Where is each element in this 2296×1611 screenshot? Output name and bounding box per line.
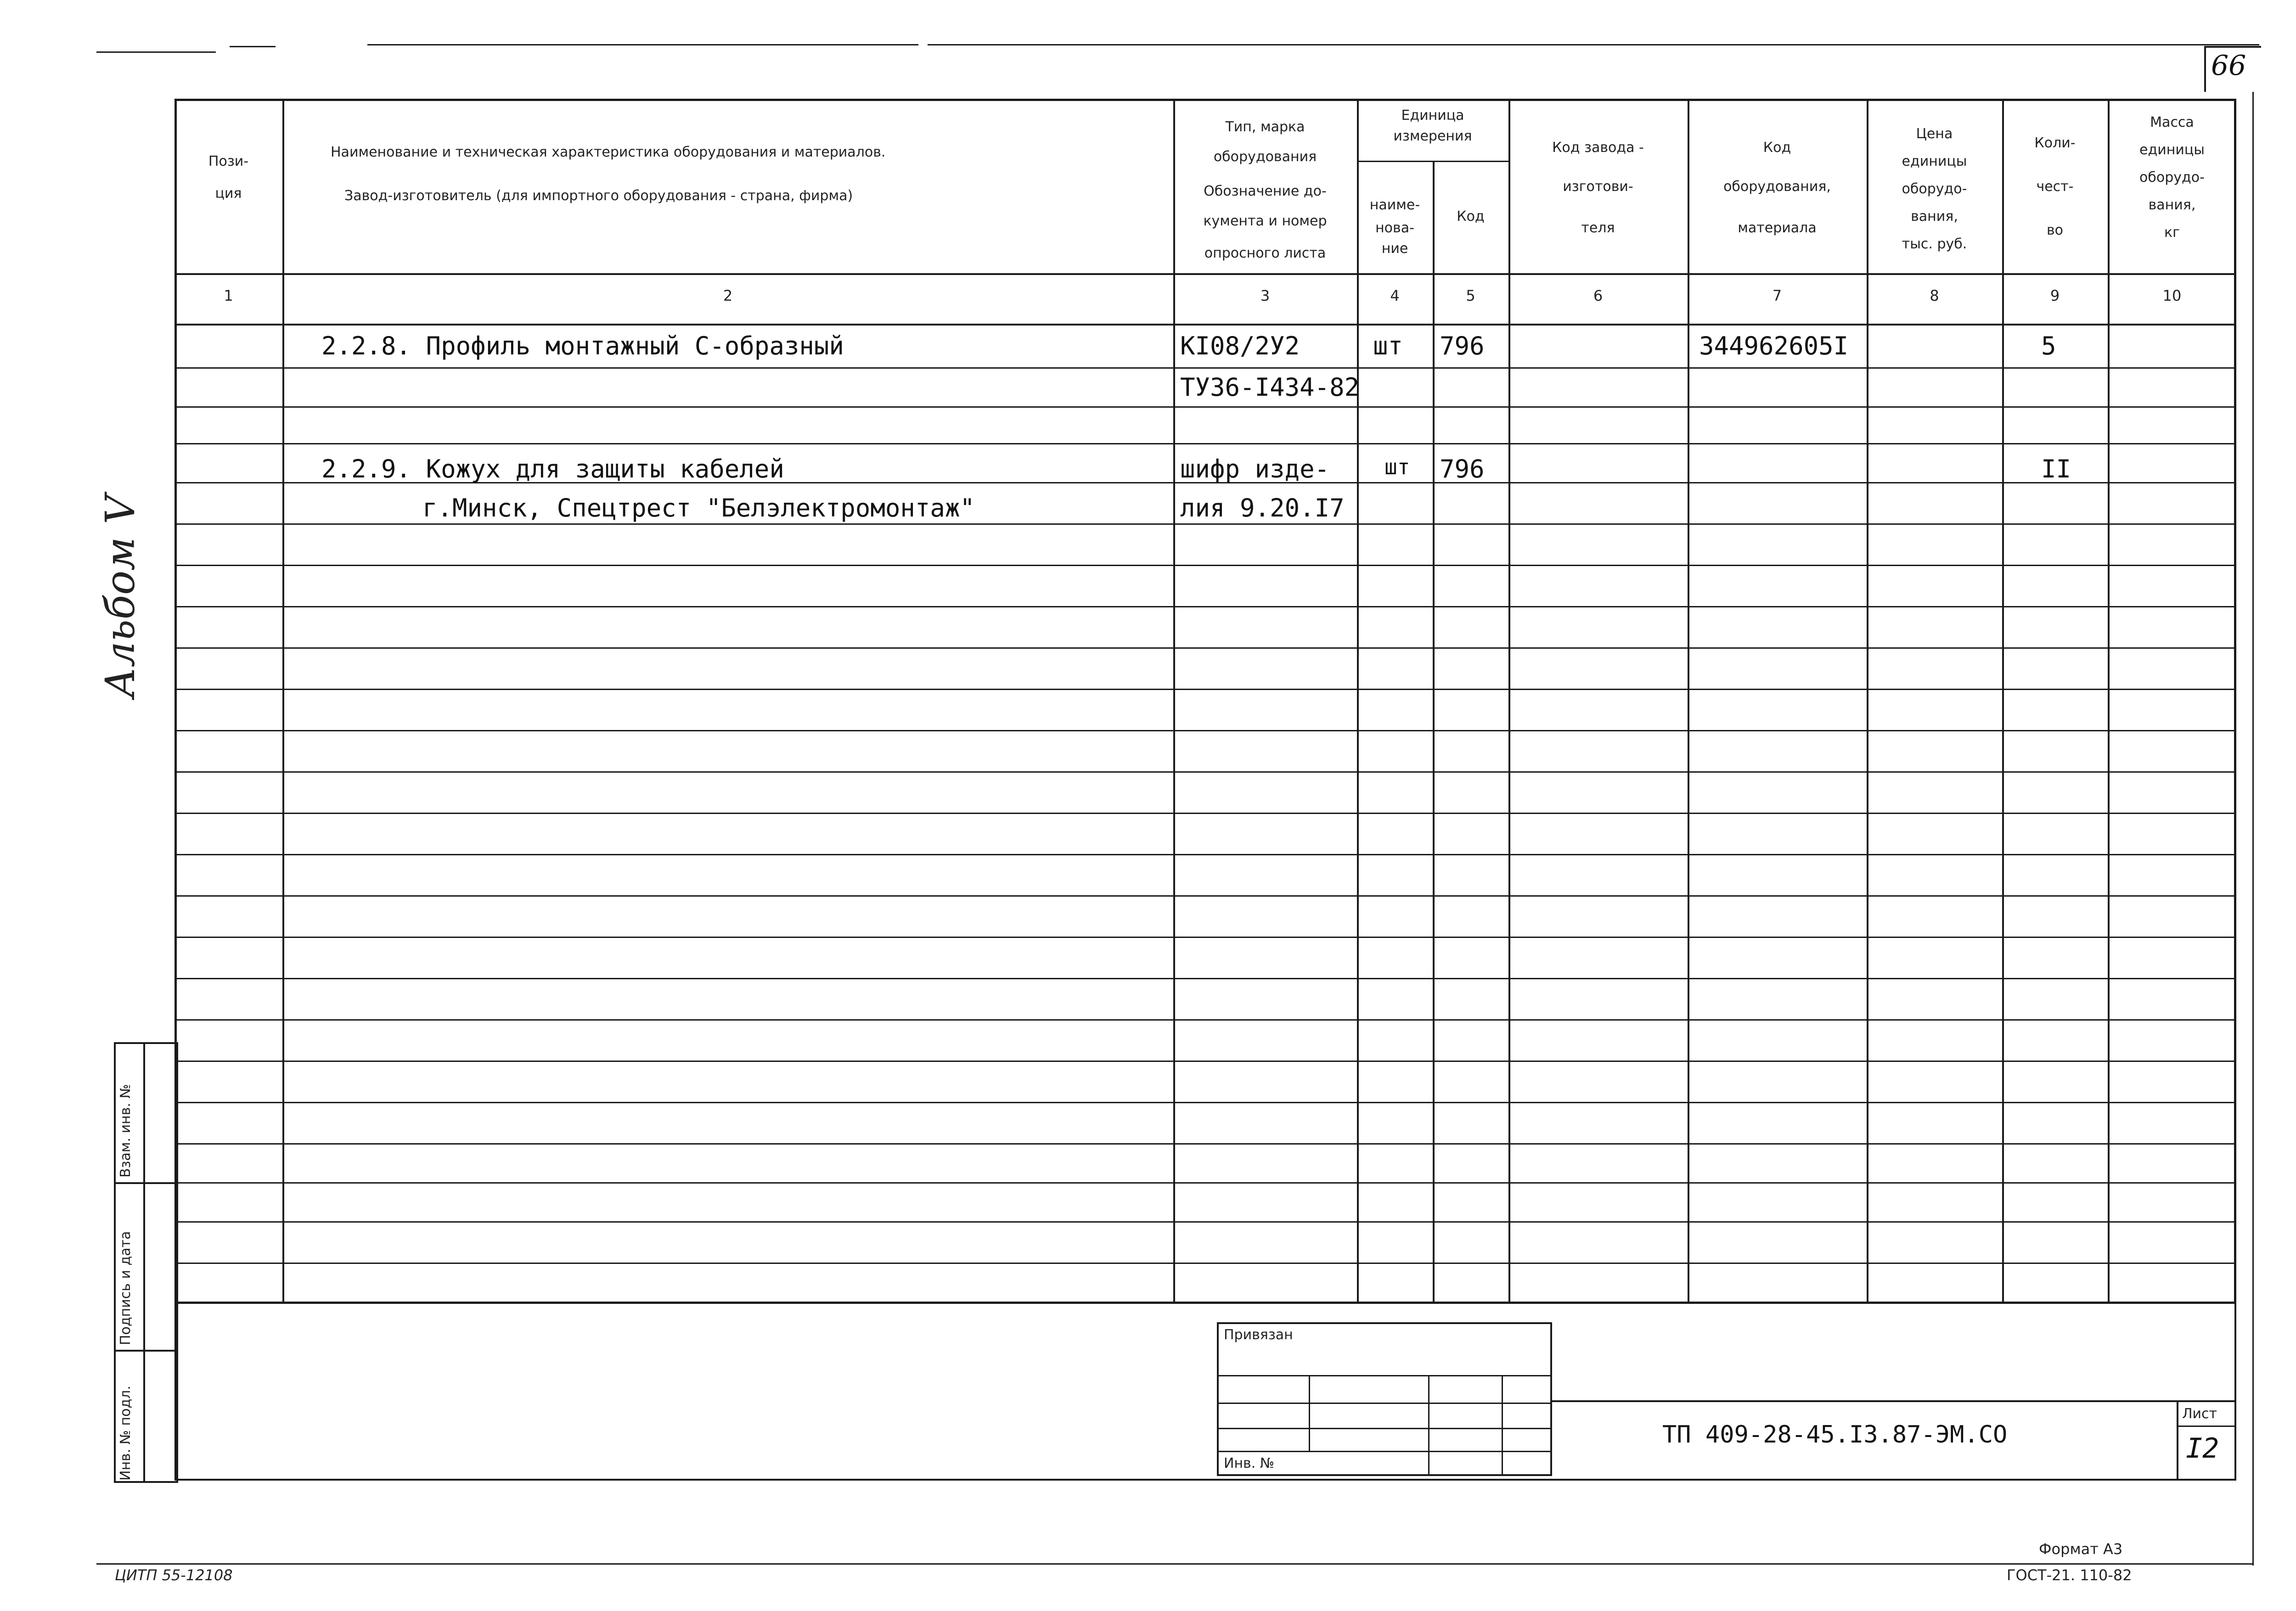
right-edge-rule (2252, 92, 2254, 1566)
col-sep-5 (1508, 99, 1510, 1304)
hdr-price-4: вания, (1911, 208, 1958, 225)
hdr-equip-1: Код (1763, 140, 1791, 156)
inv-no-label: Инв. № (1224, 1455, 1275, 1471)
doc-code: ТП 409-28-45.I3.87-ЭМ.СО (1662, 1421, 2008, 1448)
hdr-qty-3: во (2046, 222, 2064, 238)
row-line (174, 771, 2236, 773)
side-stamp-rule-2 (114, 1350, 178, 1352)
hdr-unit-name-1: наиме- (1369, 197, 1420, 213)
row-line (174, 1182, 2236, 1184)
hdr-position-2: ция (215, 185, 242, 202)
row-line (174, 647, 2236, 649)
row3-unit: шт (1384, 455, 1410, 479)
unit-title-rule (1357, 161, 1508, 162)
row1-type: КI08/2У2 (1180, 331, 1300, 360)
hdr-price-2: единицы (1902, 153, 1967, 169)
footer-gost: ГОСТ-21. 110-82 (2007, 1566, 2132, 1584)
hdr-type-1: Тип, марка (1225, 119, 1305, 135)
bottom-stamp-frame (174, 1304, 2236, 1481)
sheet-box-left (2177, 1400, 2178, 1481)
row1-unit: шт (1373, 331, 1403, 360)
side-stamp-inv: Инв. № подл. (118, 1386, 134, 1481)
side-stamp-sign: Подпись и дата (118, 1231, 134, 1345)
hdr-price-3: оборудо- (1902, 181, 1967, 197)
row-line (174, 978, 2236, 979)
colnum-5: 5 (1466, 287, 1475, 304)
col-sep-1 (282, 99, 284, 1304)
row3-qty: II (2041, 455, 2071, 483)
page-number: 66 (2211, 50, 2246, 82)
hdr-factory-1: Код завода - (1552, 140, 1644, 156)
colnum-9: 9 (2050, 287, 2060, 304)
row3-name: 2.2.9. Кожух для защиты кабелей (321, 455, 784, 483)
row-line (174, 813, 2236, 814)
hdr-unit-2: измерения (1393, 128, 1472, 144)
hdr-mass-1: Масса (2150, 114, 2194, 130)
doc-code-top-rule (1552, 1400, 2236, 1402)
row1-qty: 5 (2041, 331, 2056, 360)
colnum-2: 2 (723, 287, 733, 304)
row-line (174, 895, 2236, 897)
row1-name: 2.2.8. Профиль монтажный С-образный (321, 331, 844, 360)
top-rule-3 (367, 44, 918, 45)
hdr-unit-code: Код (1457, 208, 1485, 225)
row2-type: ТУ36-I434-82 (1180, 373, 1360, 402)
row-line (174, 1221, 2236, 1223)
col-sep-9 (2108, 99, 2110, 1304)
colnum-6: 6 (1593, 287, 1603, 304)
col-sep-8 (2002, 99, 2004, 1304)
colnum-4: 4 (1390, 287, 1400, 304)
privyazan-col-2 (1428, 1375, 1429, 1476)
hdr-mass-3: оборудо- (2139, 169, 2205, 185)
row-line (174, 443, 2236, 444)
sheet-label: Лист (2182, 1406, 2217, 1422)
colnum-8: 8 (1930, 287, 1939, 304)
row-line (174, 1019, 2236, 1021)
row-line (174, 406, 2236, 408)
hdr-price-1: Цена (1916, 126, 1953, 142)
colnum-1: 1 (224, 287, 233, 304)
colnum-3: 3 (1260, 287, 1270, 304)
table-frame (174, 99, 2236, 1304)
hdr-type-2: оборудования (1213, 149, 1317, 165)
hdr-type-4: кумента и номер (1203, 213, 1327, 229)
row-line (174, 606, 2236, 607)
hdr-equip-3: материала (1738, 220, 1817, 236)
row-line (174, 565, 2236, 566)
hdr-factory-2: изготови- (1563, 179, 1633, 195)
row3-code: 796 (1440, 455, 1485, 483)
row-line (174, 1102, 2236, 1103)
row-line (174, 689, 2236, 690)
row4-type: лия 9.20.I7 (1180, 494, 1345, 522)
hdr-price-5: тыс. руб. (1902, 236, 1967, 252)
footer-left-code: ЦИТП 55-12108 (115, 1566, 233, 1584)
row-line (174, 523, 2236, 525)
row-line (174, 854, 2236, 855)
hdr-equip-2: оборудования, (1723, 179, 1831, 195)
hdr-name-line1: Наименование и техническая характеристика оборудования и материалов. (331, 144, 886, 160)
col-sep-2 (1173, 99, 1175, 1304)
bottom-edge-rule (96, 1563, 2252, 1565)
sheet-number: I2 (2186, 1432, 2219, 1465)
row-line (174, 1143, 2236, 1145)
col-sep-7 (1867, 99, 1868, 1304)
hdr-qty-2: чест- (2036, 179, 2074, 195)
row-line (174, 937, 2236, 938)
footer-format: Формат А3 (2039, 1540, 2123, 1558)
col-sep-6 (1688, 99, 1689, 1304)
privyazan-col-3 (1502, 1375, 1503, 1476)
row-line (174, 367, 2236, 369)
hdr-mass-5: кг (2164, 225, 2180, 241)
hdr-name-line2: Завод-изготовитель (для импортного оборудования - страна, фирма) (344, 188, 853, 204)
privyazan-label: Привязан (1224, 1327, 1293, 1343)
top-rule-2 (230, 46, 276, 47)
header-bottom-rule (174, 273, 2236, 275)
sheet-box-rule (2177, 1426, 2236, 1427)
hdr-position-1: Пози- (208, 153, 249, 169)
top-rule-4 (928, 44, 2259, 45)
side-stamp-rule-1 (114, 1182, 178, 1184)
top-rule-1 (96, 51, 216, 53)
row-line (174, 730, 2236, 731)
hdr-type-3: Обозначение до- (1204, 183, 1327, 199)
row4-name: г.Минск, Спецтрест "Белэлектромонтаж" (422, 494, 975, 522)
side-stamp-divider (143, 1042, 145, 1483)
colnum-10: 10 (2162, 287, 2182, 304)
hdr-mass-2: единицы (2139, 142, 2205, 158)
colnum-bottom-rule (174, 324, 2236, 326)
hdr-factory-3: теля (1581, 220, 1615, 236)
hdr-qty-1: Коли- (2034, 135, 2076, 151)
col-sep-4 (1433, 161, 1435, 1304)
row-line (174, 1263, 2236, 1264)
colnum-7: 7 (1772, 287, 1782, 304)
hdr-mass-4: вания, (2148, 197, 2196, 213)
album-label: Альбом V (96, 495, 144, 698)
hdr-unit-name-3: ние (1381, 241, 1408, 257)
row-line (174, 1061, 2236, 1062)
privyazan-col-1 (1309, 1375, 1310, 1451)
row3-type: шифр изде- (1180, 455, 1330, 483)
side-stamp-replace: Взам. инв. № (118, 1084, 134, 1178)
col-sep-3 (1357, 99, 1359, 1304)
hdr-type-5: опросного листа (1204, 245, 1326, 261)
row1-equip-code: 344962605I (1699, 331, 1849, 360)
hdr-unit-1: Единица (1401, 107, 1464, 123)
hdr-unit-name-2: нова- (1375, 220, 1414, 236)
row1-code: 796 (1440, 331, 1485, 360)
